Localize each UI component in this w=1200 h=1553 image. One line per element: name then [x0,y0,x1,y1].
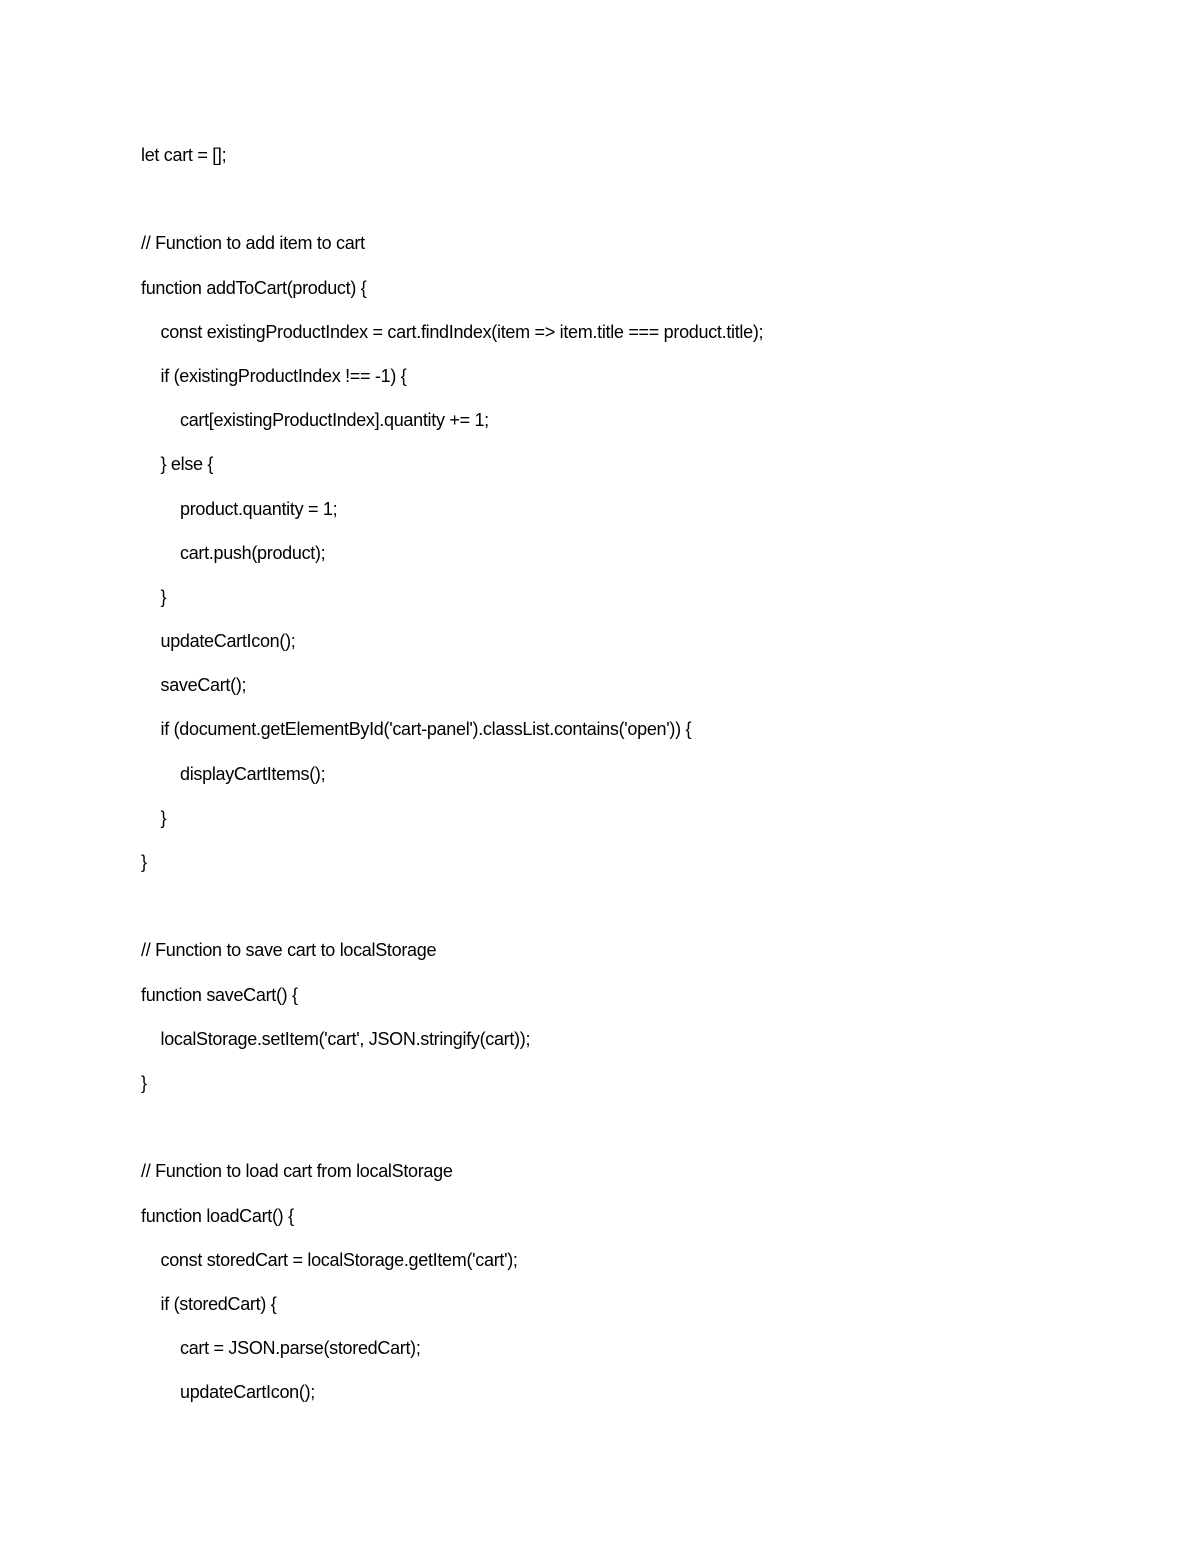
code-line: let cart = []; [141,145,227,165]
code-line: function saveCart() { [141,984,298,1005]
code-line: if (document.getElementById('cart-panel').classList.contains('open')) { [160,719,692,740]
code-line: const storedCart = localStorage.getItem('cart'); [160,1249,518,1270]
code-line: updateCartIcon(); [160,631,296,652]
blank-line [141,180,1101,224]
blank-line [141,887,1101,931]
code-line: cart.push(product); [180,542,326,563]
code-line: saveCart(); [160,675,247,696]
code-line: } [141,1072,147,1093]
code-line: // Function to load cart from localStorage [141,1161,453,1182]
code-line: if (storedCart) { [160,1293,277,1314]
code-line: product.quantity = 1; [180,498,338,519]
code-line: localStorage.setItem('cart', JSON.stringify(cart)); [160,1028,531,1049]
code-line: updateCartIcon(); [180,1382,315,1403]
code-line: displayCartItems(); [180,763,326,784]
code-line: } else { [160,454,214,475]
code-line: } [141,852,147,872]
code-listing [141,136,1101,1417]
code-line: } [160,586,167,607]
code-line: // Function to add item to cart [141,233,365,254]
code-line: const existingProductIndex = cart.findIndex(item => item.title === product.title); [160,321,764,342]
code-line: cart[existingProductIndex].quantity += 1; [180,410,489,431]
code-line: // Function to save cart to localStorage [141,940,437,961]
code-line: function addToCart(product) { [141,277,367,298]
code-line: } [160,807,167,828]
blank-line [141,1108,1101,1152]
code-line: function loadCart() { [141,1205,294,1226]
code-line: cart = JSON.parse(storedCart); [180,1338,421,1359]
code-line: if (existingProductIndex !== -1) { [160,365,407,386]
